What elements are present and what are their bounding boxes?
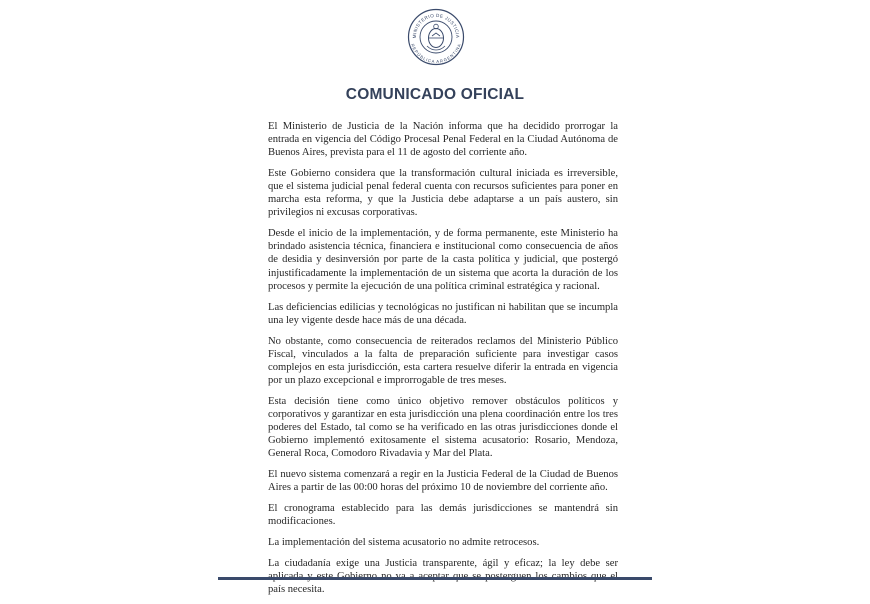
paragraph-6: Esta decisión tiene como único objetivo remover obstáculos políticos y corporativos y garantizar en esta jurisdicción una plena coordinación entre los tres poderes del Estado, tal como se ha verificado en las otras jurisdicciones donde el Gobierno implementó exitosamente el sistema acusatorio: Rosario, Mendoza, General Roca, Comodoro Rivadavia y Mar del Plata. (268, 395, 618, 460)
svg-text:MINISTERIO DE JUSTICIA (412, 13, 460, 39)
paragraph-7: El nuevo sistema comenzará a regir en la Justicia Federal de la Ciudad de Buenos Aires a partir de las 00:00 horas del próximo 10 de noviembre del corriente año. (268, 468, 618, 494)
paragraph-10: La ciudadanía exige una Justicia transparente, ágil y eficaz; la ley debe ser país necesita. (268, 557, 618, 595)
seal-emblem-icon (407, 8, 465, 66)
paragraph-9: La implementación del sistema acusatorio no admite retrocesos. (268, 536, 540, 548)
seal-top-text: MINISTERIO DE JUSTICIA (411, 12, 461, 39)
paragraph-5: No obstante, como consecuencia de reiterados reclamos del Ministerio Público Fiscal, vinculados a la falta de preparación suficiente para investigar casos complejos en esta jurisdicción, esta cartera resuelve diferir la entrada en vigencia por un plazo excepcional e improrrogable de tres meses. (268, 335, 618, 386)
document-page (218, 0, 652, 595)
ministry-seal (407, 8, 465, 66)
document-body (268, 120, 618, 604)
svg-text:REPÚBLICA ARGENTINA (410, 43, 462, 64)
paragraph-8: El cronograma establecido para las demás jurisdicciones se mantendrá sin modificaciones. (268, 502, 618, 528)
document-title: COMUNICADO OFICIAL (345, 86, 525, 103)
paragraph-3: Desde el inicio de la implementación, y de forma permanente, este Ministerio ha brindado asistencia técnica, financiera e institucional como consecuencia de años de desidia y desinversión por parte de la casta política y judicial, que postergó injustificadamente la implementación de un sistema que acorta la duración de los procesos y permite la ejecución de una política criminal estratégica y racional. (268, 228, 618, 292)
paragraph-1: El Ministerio de Justicia de la Nación informa que ha decidido prorrogar la entrada en vigencia del Código Procesal Penal Federal en la Ciudad Autónoma de Buenos Aires, prevista para el 11 de agosto del corriente año. (268, 121, 618, 159)
seal-bottom-text: REPÚBLICA ARGENTINA (410, 42, 462, 65)
paragraph-4: Las deficiencias edilicias y tecnológicas no justifican ni habilitan que se incumpla una ley vigente desde hace más de una década. (268, 301, 618, 326)
paragraph-2: Este Gobierno considera que la transformación cultural iniciada es irreversible, que el sistema judicial penal federal cuenta con recursos suficientes para poner en marcha esta reforma, y que la Justicia debe adaptarse a un país austero, sin privilegios ni excusas corporativas. (268, 168, 618, 219)
